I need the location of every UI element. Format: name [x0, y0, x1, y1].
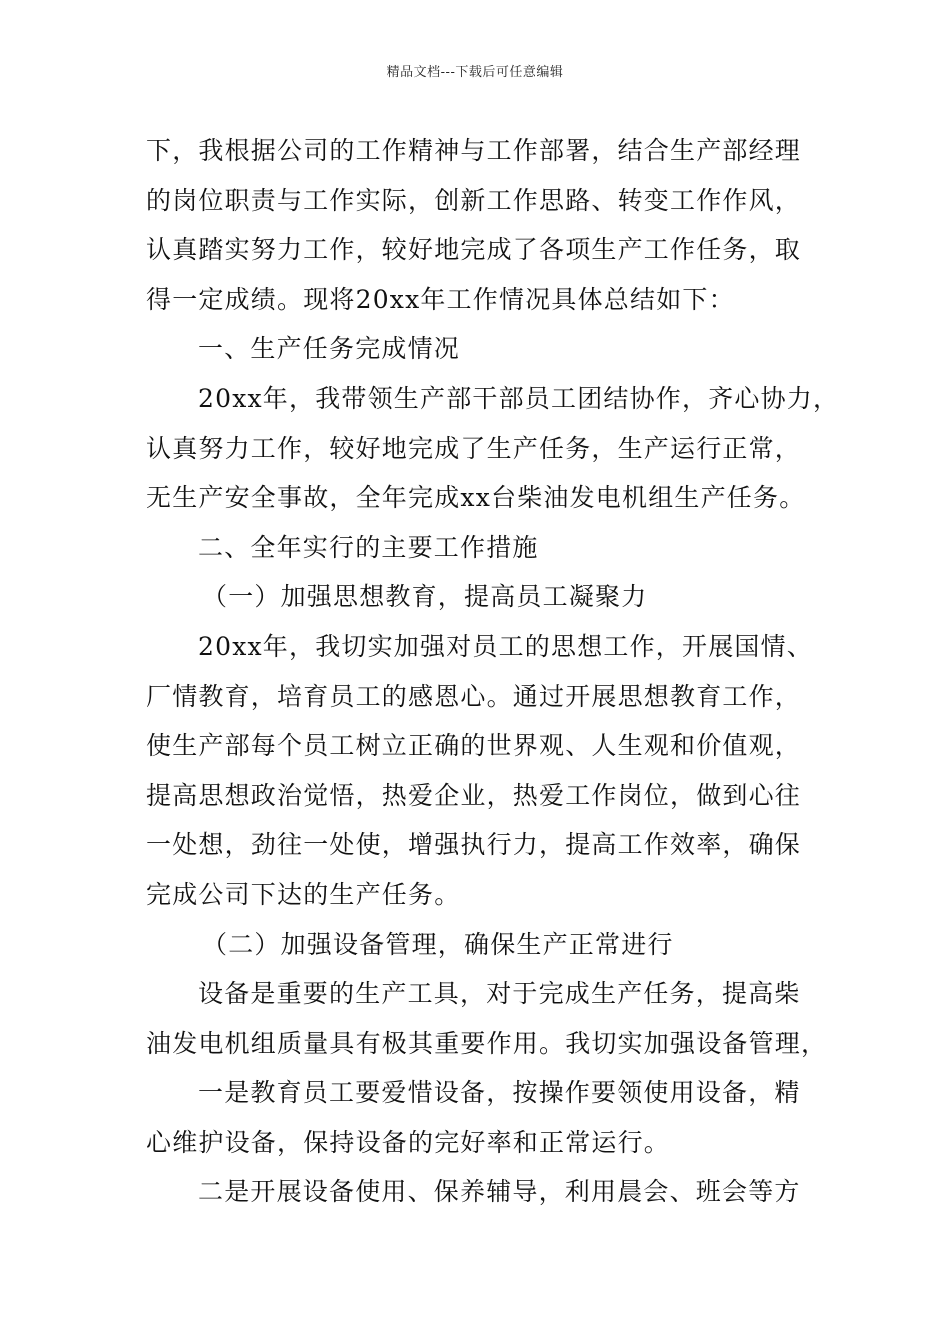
paragraph-line: 认真努力工作，较好地完成了生产任务，生产运行正常，	[146, 433, 802, 463]
paragraph-line: 油发电机组质量具有极其重要作用。我切实加强设备管理，	[146, 1028, 828, 1058]
paragraph-line: 厂情教育，培育员工的感恩心。通过开展思想教育工作，	[146, 681, 802, 711]
paragraph-line: 20xx年，我带领生产部干部员工团结协作，齐心协力，	[198, 383, 840, 413]
paragraph-line: 使生产部每个员工树立正确的世界观、人生观和价值观，	[146, 731, 802, 761]
paragraph-line: 二是开展设备使用、保养辅导，利用晨会、班会等方	[198, 1177, 801, 1207]
paragraph-line: 提高思想政治觉悟，热爱企业，热爱工作岗位，做到心往	[146, 780, 802, 810]
page-header: 精品文档---下载后可任意编辑	[386, 65, 564, 80]
paragraph-line: 设备是重要的生产工具，对于完成生产任务，提高柴	[198, 979, 801, 1009]
paragraph-line: 下，我根据公司的工作精神与工作部署，结合生产部经理	[146, 136, 802, 165]
section-heading: 二、全年实行的主要工作措施	[198, 532, 539, 562]
paragraph-line: 的岗位职责与工作实际，创新工作思路、转变工作作风，	[146, 185, 802, 215]
paragraph-line: 20xx年，我切实加强对员工的思想工作，开展国情、	[198, 631, 814, 661]
paragraph-line: 认真踏实努力工作，较好地完成了各项生产工作任务，取	[146, 235, 802, 265]
paragraph-line: 一处想，劲往一处使，增强执行力，提高工作效率，确保	[146, 830, 802, 860]
subsection-heading: （二）加强设备管理，确保生产正常进行	[202, 929, 674, 959]
paragraph-line: 完成公司下达的生产任务。	[146, 879, 461, 909]
paragraph-line: 一是教育员工要爱惜设备，按操作要领使用设备，精	[198, 1078, 801, 1108]
subsection-heading: （一）加强思想教育，提高员工凝聚力	[202, 582, 648, 612]
section-heading: 一、生产任务完成情况	[198, 334, 461, 364]
paragraph-line: 得一定成绩。现将20xx年工作情况具体总结如下：	[146, 284, 735, 314]
paragraph-line: 心维护设备，保持设备的完好率和正常运行。	[146, 1127, 671, 1157]
document-body	[146, 126, 840, 1217]
paragraph-line: 无生产安全事故，全年完成xx台柴油发电机组生产任务。	[146, 483, 806, 513]
